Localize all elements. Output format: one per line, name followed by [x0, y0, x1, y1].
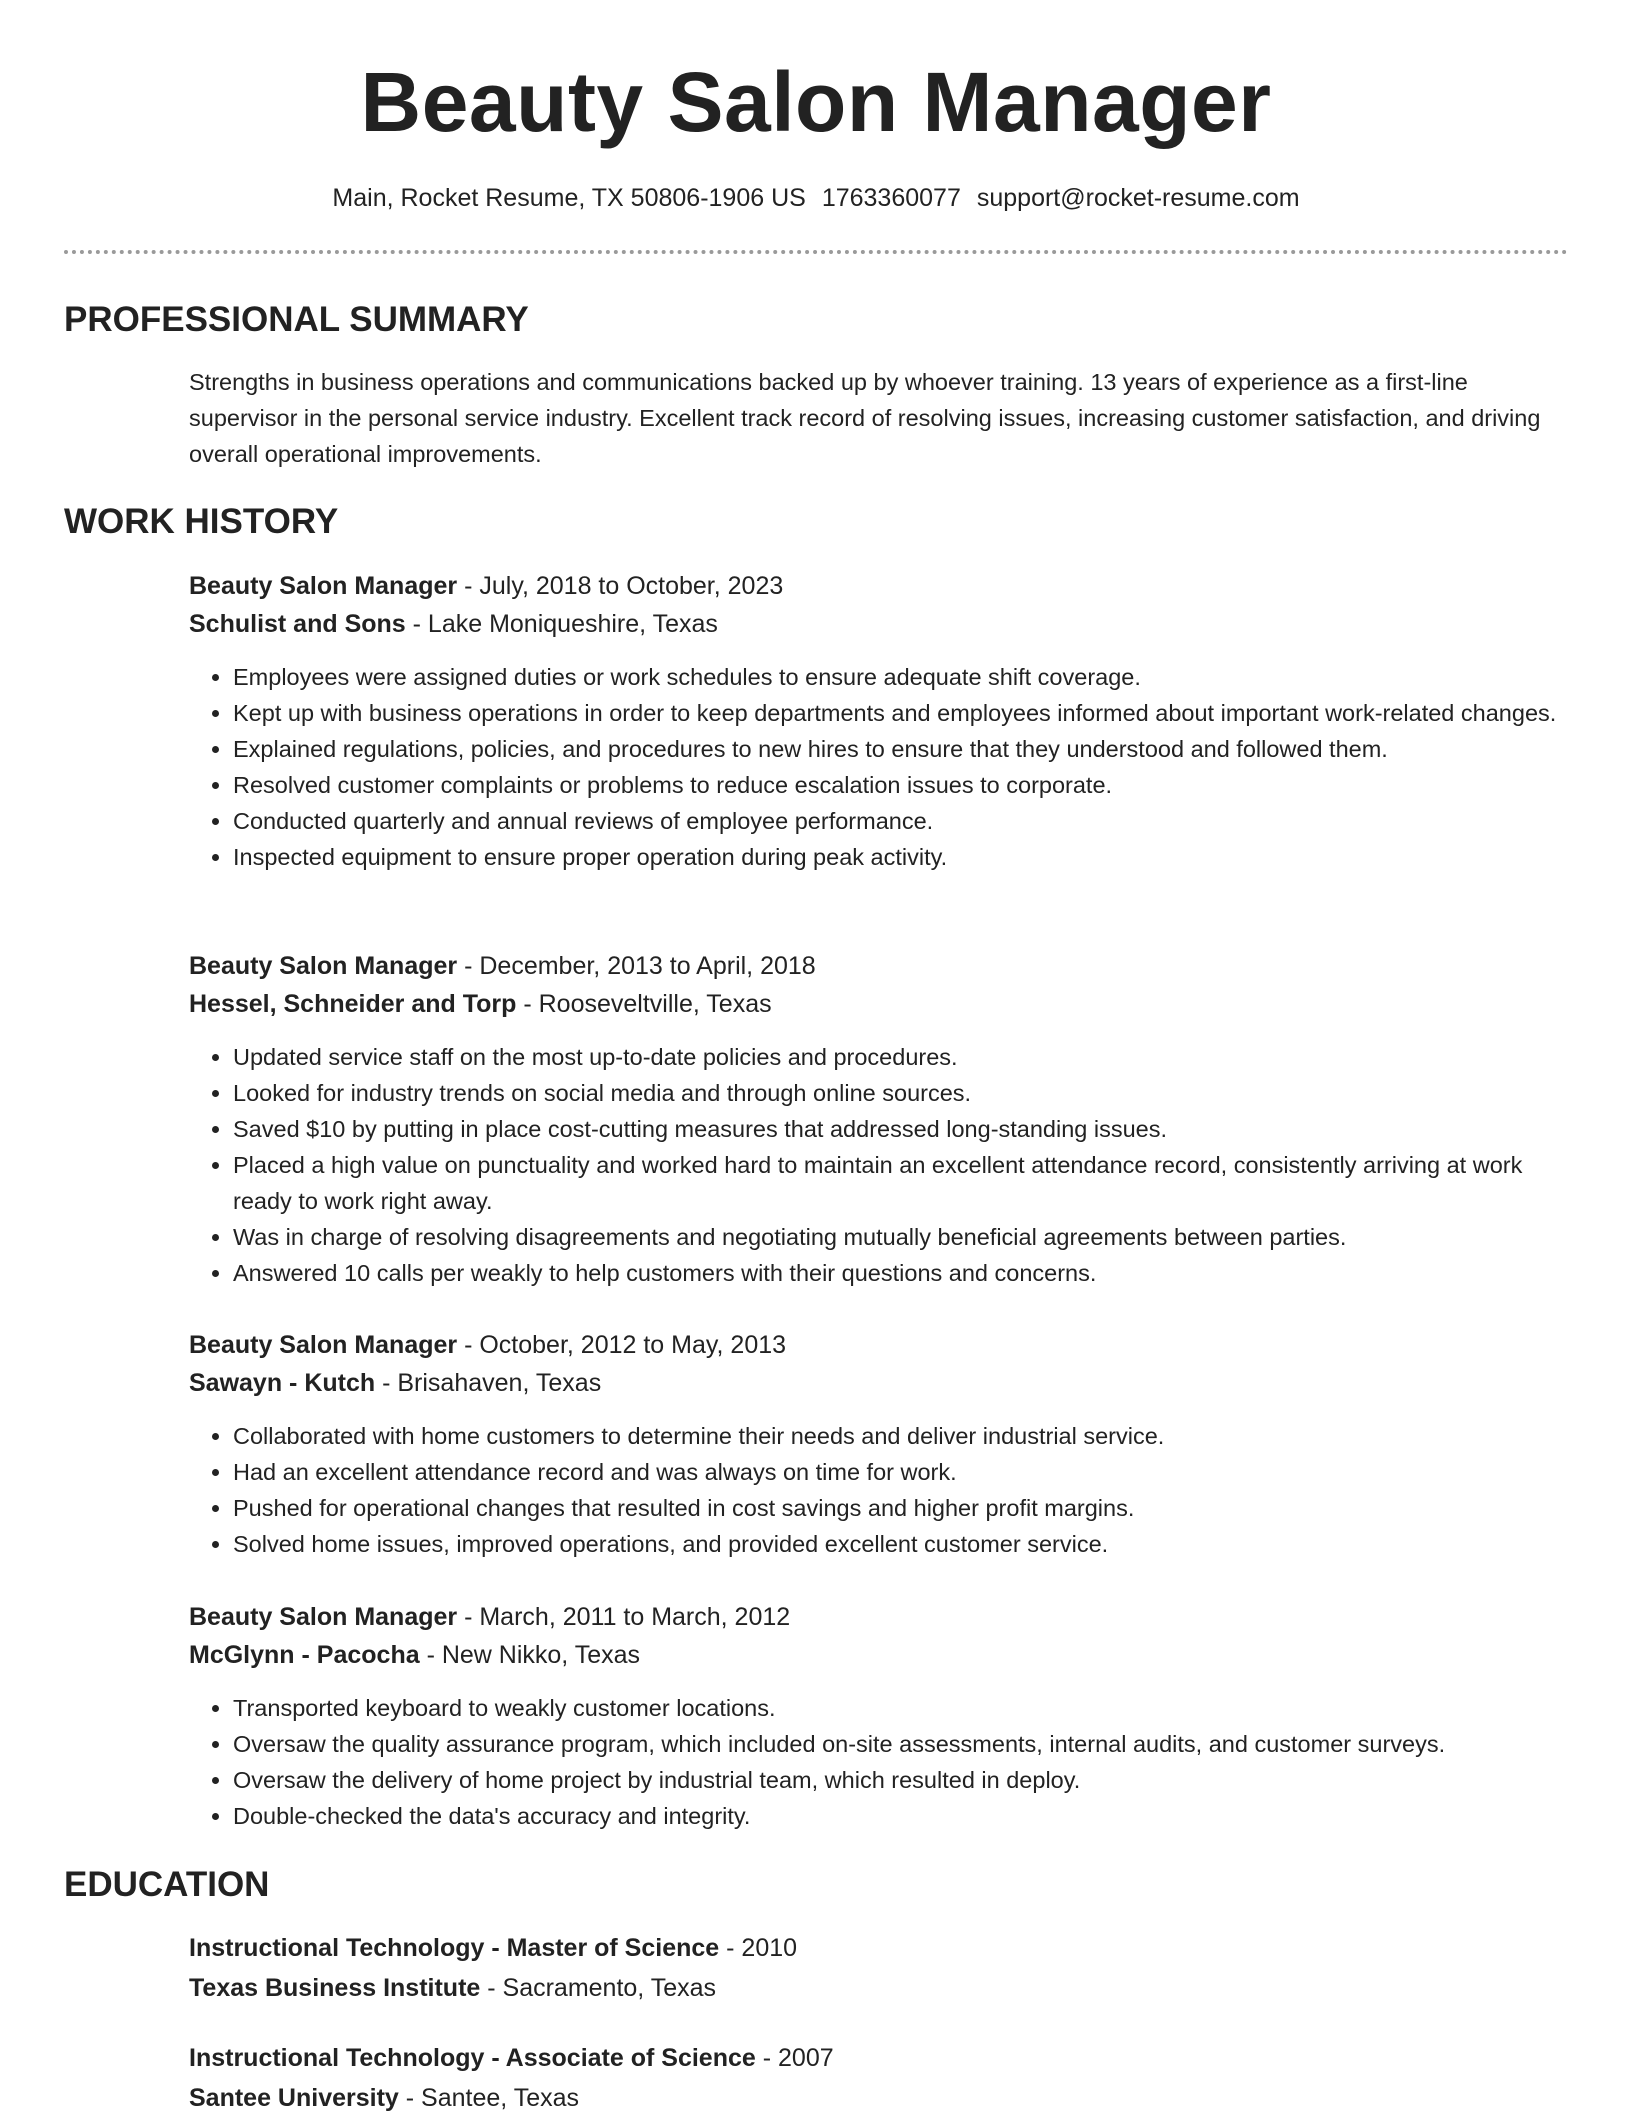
contact-line: [0, 180, 1632, 216]
education-entry: [189, 2038, 1569, 2118]
job-company-line: [189, 1364, 1569, 1402]
job-company-line: [189, 605, 1569, 643]
duty-item: • Inspected equipment to ensure proper operation during peak activity.: [233, 839, 1569, 875]
duty-item: • Double-checked the data's accuracy and integrity.: [233, 1798, 1569, 1834]
duty-item: • Employees were assigned duties or work schedules to ensure adequate shift coverage.: [233, 659, 1569, 695]
job-dates: - March, 2011 to March, 2012: [457, 1603, 791, 1631]
duty-item: • Transported keyboard to weakly customer locations.: [233, 1690, 1569, 1726]
job-company: Schulist and Sons: [189, 610, 406, 638]
job-title-line: [189, 947, 1569, 985]
education-degree: Instructional Technology - Associate of Science: [189, 2044, 756, 2072]
duty-item: • Looked for industry trends on social media and through online sources.: [233, 1075, 1569, 1111]
education-school: Texas Business Institute: [189, 1974, 481, 2002]
job-title-line: [189, 567, 1569, 605]
duty-item: • Updated service staff on the most up-to-date policies and procedures.: [233, 1039, 1569, 1075]
job-location: - New Nikko, Texas: [419, 1641, 641, 1669]
duty-item: • Kept up with business operations in order to keep departments and employees informed about important work-related changes.: [233, 695, 1569, 731]
education-degree-line: [189, 1928, 1569, 1968]
job-dates: - December, 2013 to April, 2018: [457, 952, 816, 980]
duty-item: • Solved home issues, improved operations, and provided excellent customer service.: [233, 1526, 1569, 1562]
duty-item: • Pushed for operational changes that resulted in cost savings and higher profit margins.: [233, 1490, 1569, 1526]
job-location: - Rooseveltville, Texas: [516, 990, 772, 1018]
job-location: - Lake Moniqueshire, Texas: [405, 610, 718, 638]
job-entry: [189, 1326, 1569, 1562]
job-company-line: [189, 985, 1569, 1023]
duty-item: • Resolved customer complaints or problems to reduce escalation issues to corporate.: [233, 767, 1569, 803]
education-degree-line: [189, 2038, 1569, 2078]
job-company-line: [189, 1636, 1569, 1674]
duty-item: • Explained regulations, policies, and procedures to new hires to ensure that they understood and followed them.: [233, 731, 1569, 767]
duty-item: • Had an excellent attendance record and was always on time for work.: [233, 1454, 1569, 1490]
education-location: - Sacramento, Texas: [480, 1974, 717, 2002]
job-company: McGlynn - Pacocha: [189, 1641, 420, 1669]
section-title-education: EDUCATION: [64, 1865, 270, 1904]
job-title-line: [189, 1326, 1569, 1364]
job-location: - Brisahaven, Texas: [375, 1369, 602, 1397]
duty-item: • Was in charge of resolving disagreements and negotiating mutually beneficial agreements between parties.: [233, 1219, 1569, 1255]
education-year: - 2010: [719, 1934, 798, 1962]
job-title-line: [189, 1598, 1569, 1636]
contact-email: support@rocket-resume.com: [976, 184, 1300, 212]
duty-item: • Placed a high value on punctuality and worked hard to maintain an excellent attendance record, consistently arriving at work ready to work right away.: [233, 1147, 1569, 1219]
education-location: - Santee, Texas: [398, 2084, 580, 2112]
education-school: Santee University: [189, 2084, 399, 2112]
section-title-work-history: WORK HISTORY: [64, 502, 339, 541]
summary-text: Strengths in business operations and communications backed up by whoever training. 13 years of experience as a first-line supervisor in the personal service industry. Excellent track record of resolving issues, increasing customer satisfaction, and driving overall operational improvements.: [189, 369, 1541, 467]
job-dates: - July, 2018 to October, 2023: [457, 572, 784, 600]
contact-phone: 1763360077: [821, 184, 961, 212]
duty-item: • Conducted quarterly and annual reviews of employee performance.: [233, 803, 1569, 839]
education-year: - 2007: [755, 2044, 834, 2072]
resume-name-heading: Beauty Salon Manager: [360, 55, 1272, 149]
job-title: Beauty Salon Manager: [189, 1603, 458, 1631]
job-entry: [189, 1598, 1569, 1834]
job-company: Sawayn - Kutch: [189, 1369, 376, 1397]
job-title: Beauty Salon Manager: [189, 952, 458, 980]
job-title: Beauty Salon Manager: [189, 572, 458, 600]
contact-address: Main, Rocket Resume, TX 50806-1906 US: [332, 184, 806, 212]
job-duties-list: [189, 659, 1569, 875]
education-school-line: [189, 1968, 1569, 2008]
job-dates: - October, 2012 to May, 2013: [457, 1331, 787, 1359]
education-school-line: [189, 2078, 1569, 2118]
duty-item: • Collaborated with home customers to determine their needs and deliver industrial service.: [233, 1418, 1569, 1454]
job-company: Hessel, Schneider and Torp: [189, 990, 517, 1018]
header-divider: [64, 250, 1568, 254]
job-duties-list: [189, 1039, 1569, 1291]
section-title-summary: PROFESSIONAL SUMMARY: [64, 300, 529, 339]
duty-item: • Oversaw the quality assurance program, which included on-site assessments, internal audits, and customer surveys.: [233, 1726, 1569, 1762]
job-duties-list: [189, 1418, 1569, 1562]
education-degree: Instructional Technology - Master of Science: [189, 1934, 720, 1962]
job-entry: [189, 567, 1569, 875]
job-duties-list: [189, 1690, 1569, 1834]
duty-item: • Oversaw the delivery of home project by industrial team, which resulted in deploy.: [233, 1762, 1569, 1798]
job-title: Beauty Salon Manager: [189, 1331, 458, 1359]
duty-item: • Answered 10 calls per weakly to help customers with their questions and concerns.: [233, 1255, 1569, 1291]
education-entry: [189, 1928, 1569, 2008]
duty-item: • Saved $10 by putting in place cost-cutting measures that addressed long-standing issues.: [233, 1111, 1569, 1147]
job-entry: [189, 947, 1569, 1291]
